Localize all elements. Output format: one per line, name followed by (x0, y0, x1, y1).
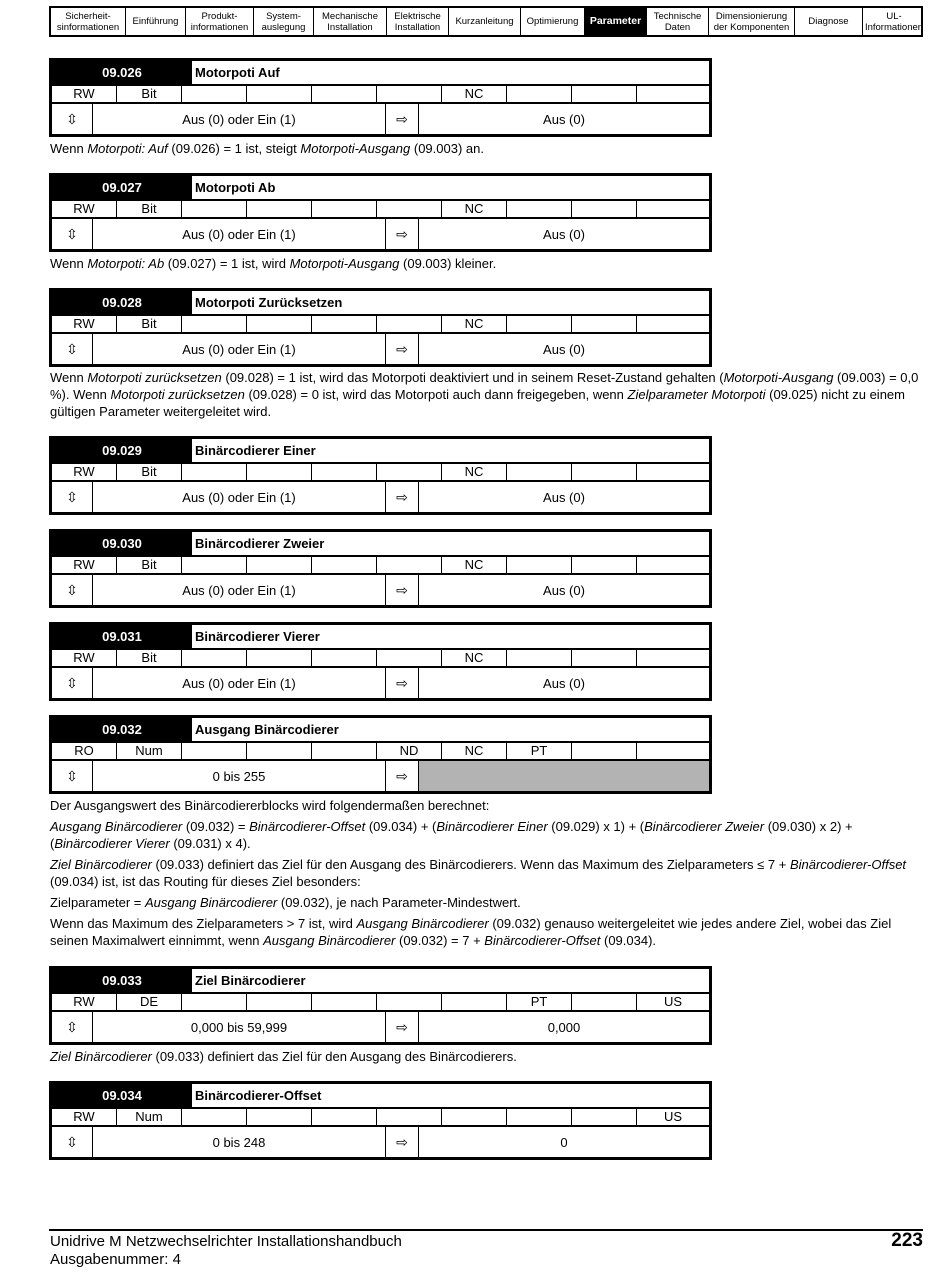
param-default: Aus (0) (543, 341, 585, 357)
footer-rule (49, 1229, 923, 1231)
param-flag (312, 316, 377, 332)
param-flag (377, 316, 442, 332)
param-flag (182, 557, 247, 573)
param-flag: RW (52, 557, 117, 573)
param-flag: Bit (117, 464, 182, 480)
param-default: 0 (560, 1134, 568, 1150)
param-flag: RW (52, 464, 117, 480)
param-flag (637, 86, 709, 102)
nav-tab-13[interactable]: UL- Informationen (864, 10, 924, 33)
param-name: Motorpoti Auf (195, 65, 280, 80)
param-flag: NC (442, 743, 507, 759)
param-flag (507, 557, 572, 573)
param-flag: US (663, 994, 683, 1009)
param-flag: Bit (117, 316, 182, 332)
param-flag (507, 650, 572, 666)
para-09026: Wenn Motorpoti: Auf (09.026) = 1 ist, steigt Motorpoti-Ausgang (09.003) an. (50, 141, 484, 156)
param-flag (182, 1109, 247, 1125)
param-flag (572, 557, 637, 573)
param-id: 09.026 (52, 61, 192, 84)
param-flag (312, 994, 377, 1010)
param-default: Aus (0) (543, 489, 585, 505)
param-range: Aus (0) oder Ein (1) (93, 334, 386, 364)
param-flag (637, 201, 709, 217)
param-flag: Bit (117, 201, 182, 217)
right-arrow-icon: ⇨ (386, 668, 419, 698)
param-flag (572, 743, 637, 759)
param-flag: Bit (117, 557, 182, 573)
param-flag: NC (442, 464, 507, 480)
param-name: Ziel Binärcodierer (195, 973, 306, 988)
right-arrow-icon: ⇨ (386, 1127, 419, 1157)
param-table-09-030 (49, 529, 712, 608)
updown-arrow-icon: ⇳ (52, 761, 93, 791)
para-09033: Ziel Binärcodierer (09.033) definiert das Ziel für den Ausgang des Binärcodierers. (50, 1049, 517, 1064)
param-flag (182, 86, 247, 102)
updown-arrow-icon: ⇳ (52, 1127, 93, 1157)
param-flag (312, 557, 377, 573)
param-flag (572, 316, 637, 332)
param-flag: RW (52, 1109, 117, 1125)
param-flag: Num (117, 743, 182, 759)
param-flag (572, 201, 637, 217)
param-flag (377, 464, 442, 480)
nav-tab-1[interactable]: Sicherheit- sinformationen (51, 8, 126, 35)
param-flag: NC (442, 316, 507, 332)
param-flag (312, 743, 377, 759)
param-id: 09.032 (52, 718, 192, 741)
param-flag: US (663, 1109, 683, 1124)
footer-issue: Ausgabenummer: 4 (50, 1251, 181, 1268)
param-name: Binärcodierer Vierer (195, 629, 320, 644)
param-flag (182, 464, 247, 480)
param-table-09-031 (49, 622, 712, 701)
param-flag (377, 994, 442, 1010)
param-range: Aus (0) oder Ein (1) (93, 668, 386, 698)
param-flag (507, 1109, 572, 1125)
param-flag (637, 557, 709, 573)
param-default: Aus (0) (543, 226, 585, 242)
param-flag: Num (117, 1109, 182, 1125)
right-arrow-icon: ⇨ (386, 575, 419, 605)
param-id: 09.028 (52, 291, 192, 314)
param-flag (247, 743, 312, 759)
right-arrow-icon: ⇨ (386, 104, 419, 134)
param-default: 0,000 (547, 1019, 581, 1035)
param-flag (312, 86, 377, 102)
param-flag (637, 650, 709, 666)
param-flag (572, 86, 637, 102)
param-default (419, 761, 709, 791)
param-flag (312, 464, 377, 480)
updown-arrow-icon: ⇳ (52, 219, 93, 249)
param-default: Aus (0) (543, 111, 585, 127)
para-09032: Der Ausgangswert des Binärcodiererblocks wird folgendermaßen berechnet: Ausgang Binärcodierer (09.032) = Binärcodierer-Offset (09.034) + (Binärcodierer Einer (09.029) x 1) + (Binärcodierer Zweier (09.030) x 2) + (Binärcodierer Vierer (09.031) x 4). Ziel Binärcodierer (09.033) definiert das Ziel für den Ausgang des Binärcodierers. Wenn das Maximum des Zielparameters ≤ 7 + Binärcodierer-Offset (09.034) ist, ist das Routing für dieses Ziel besonders: Zielparameter = Ausgang Binärcodierer (09.032), je nach Parameter-Mindestwert. Wenn das Maximum des Zielparameters > 7 ist, wird Ausgang Binärcodierer (09.032) genauso weitergeleitet wie jedes andere Ziel, wobei das Ziel seinen Maximalwert einnimmt, wenn Ausgang Binärcodierer (09.032) = 7 + Binärcodierer-Offset (09.034). (50, 798, 907, 948)
param-flag (507, 86, 572, 102)
param-flag (182, 316, 247, 332)
right-arrow-icon: ⇨ (386, 761, 419, 791)
param-flag (572, 650, 637, 666)
right-arrow-icon: ⇨ (386, 1012, 419, 1042)
para-09028: Wenn Motorpoti zurücksetzen (09.028) = 1 ist, wird das Motorpoti deaktiviert und in seinem Reset-Zustand gehalten (Motorpoti-Ausgang (09.003) = 0,0 %). Wenn Motorpoti zurücksetzen (09.028) = 0 ist, wird das Motorpoti auch dann freigegeben, wenn Zielparameter Motorpoti (09.025) nicht zu einem gültigen Parameter weitergeleitet wird. (50, 370, 919, 419)
nav-tab-6[interactable]: Elektrische Installation (387, 8, 449, 35)
page-number: 223 (891, 1230, 923, 1251)
param-name: Motorpoti Ab (195, 180, 276, 195)
param-flag: Bit (117, 86, 182, 102)
param-table-09-028 (49, 288, 712, 367)
updown-arrow-icon: ⇳ (52, 334, 93, 364)
param-range: 0 bis 248 (93, 1127, 386, 1157)
param-flag (637, 316, 709, 332)
param-flag (377, 557, 442, 573)
nav-tab-8[interactable]: Optimierung (521, 8, 585, 35)
param-flag: RW (52, 201, 117, 217)
param-id: 09.027 (52, 176, 192, 199)
param-flag (507, 316, 572, 332)
param-range: 0 bis 255 (93, 761, 386, 791)
param-flag: RW (52, 994, 117, 1010)
right-arrow-icon: ⇨ (386, 334, 419, 364)
param-range: Aus (0) oder Ein (1) (93, 219, 386, 249)
param-id: 09.030 (52, 532, 192, 555)
param-range: Aus (0) oder Ein (1) (93, 482, 386, 512)
param-flag (247, 464, 312, 480)
nav-tab-4[interactable]: System- auslegung (254, 8, 314, 35)
param-name: Binärcodierer Zweier (195, 536, 325, 551)
param-flag: ND (377, 743, 442, 759)
footer-title: Unidrive M Netzwechselrichter Installationshandbuch (50, 1233, 402, 1250)
param-id: 09.034 (52, 1084, 192, 1107)
param-flag (572, 994, 637, 1010)
param-flag: NC (442, 201, 507, 217)
param-id: 09.033 (52, 969, 192, 992)
param-flag (247, 1109, 312, 1125)
updown-arrow-icon: ⇳ (52, 482, 93, 512)
param-flag (572, 464, 637, 480)
param-flag: PT (507, 994, 572, 1010)
param-default: Aus (0) (543, 582, 585, 598)
param-flag (442, 994, 507, 1010)
param-flag: RW (52, 316, 117, 332)
nav-tab-7[interactable]: Kurzanleitung (449, 8, 521, 35)
param-name: Ausgang Binärcodierer (195, 722, 339, 737)
param-table-09-026 (49, 58, 712, 137)
param-name: Binärcodierer Einer (195, 443, 316, 458)
param-flag: RO (52, 743, 117, 759)
param-flag (377, 201, 442, 217)
param-flag (247, 994, 312, 1010)
param-table-09-033 (49, 966, 712, 1045)
param-table-09-034 (49, 1081, 712, 1160)
nav-tab-5[interactable]: Mechanische Installation (314, 8, 387, 35)
nav-tab-2[interactable]: Einführung (126, 8, 186, 35)
param-flag (377, 650, 442, 666)
param-default: Aus (0) (543, 675, 585, 691)
param-flag (312, 1109, 377, 1125)
param-flag (182, 650, 247, 666)
param-table-09-032 (49, 715, 712, 794)
param-flag (442, 1109, 507, 1125)
param-flag: PT (507, 743, 572, 759)
param-flag (377, 1109, 442, 1125)
updown-arrow-icon: ⇳ (52, 104, 93, 134)
param-flag (182, 994, 247, 1010)
param-range: 0,000 bis 59,999 (93, 1012, 386, 1042)
param-range: Aus (0) oder Ein (1) (93, 104, 386, 134)
param-range: Aus (0) oder Ein (1) (93, 575, 386, 605)
param-table-09-029 (49, 436, 712, 515)
nav-tab-3[interactable]: Produkt- informationen (186, 8, 254, 35)
param-id: 09.031 (52, 625, 192, 648)
param-flag (312, 201, 377, 217)
param-flag (377, 86, 442, 102)
param-flag (507, 464, 572, 480)
param-flag (572, 1109, 637, 1125)
param-flag (247, 316, 312, 332)
param-flag (637, 464, 709, 480)
nav-tab-12[interactable]: Diagnose (795, 8, 863, 35)
param-flag: NC (442, 650, 507, 666)
param-flag (247, 557, 312, 573)
param-flag: RW (52, 86, 117, 102)
nav-tab-10[interactable]: Technische Daten (647, 8, 709, 35)
param-flag: DE (117, 994, 182, 1010)
chapter-navigation (49, 6, 923, 37)
param-flag: Bit (117, 650, 182, 666)
param-flag (247, 201, 312, 217)
right-arrow-icon: ⇨ (386, 482, 419, 512)
nav-tab-9[interactable]: Parameter (585, 8, 647, 35)
para-09027: Wenn Motorpoti: Ab (09.027) = 1 ist, wird Motorpoti-Ausgang (09.003) kleiner. (50, 256, 497, 271)
right-arrow-icon: ⇨ (386, 219, 419, 249)
param-flag (312, 650, 377, 666)
param-flag: NC (442, 557, 507, 573)
param-flag (182, 201, 247, 217)
updown-arrow-icon: ⇳ (52, 668, 93, 698)
param-flag (507, 201, 572, 217)
param-id: 09.029 (52, 439, 192, 462)
param-name: Binärcodierer-Offset (195, 1088, 322, 1103)
nav-tab-11[interactable]: Dimensionierung der Komponenten (709, 8, 795, 35)
param-name: Motorpoti Zurücksetzen (195, 295, 343, 310)
updown-arrow-icon: ⇳ (52, 1012, 93, 1042)
param-table-09-027 (49, 173, 712, 252)
param-flag (247, 86, 312, 102)
param-flag (637, 743, 709, 759)
param-flag: RW (52, 650, 117, 666)
param-flag (182, 743, 247, 759)
param-flag (247, 650, 312, 666)
param-flag: NC (442, 86, 507, 102)
updown-arrow-icon: ⇳ (52, 575, 93, 605)
